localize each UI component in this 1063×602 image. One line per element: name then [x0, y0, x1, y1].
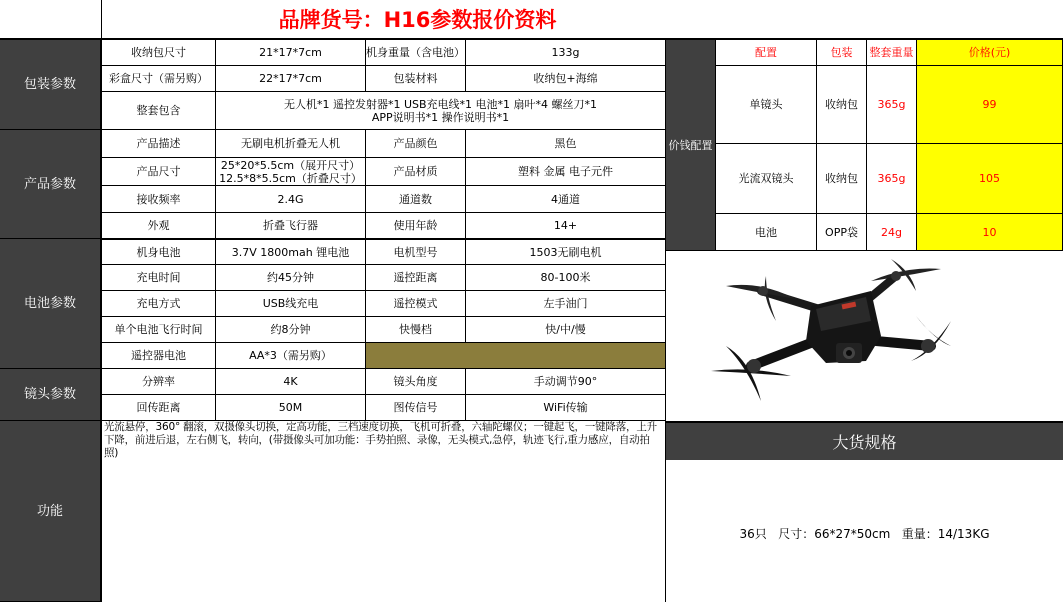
prod-r4-value: 折叠飞行器: [216, 213, 366, 239]
bat-r1-label: 机身电池: [102, 239, 216, 265]
lens-r1-value2: 手动调节90°: [466, 369, 666, 395]
bat-r2-value2: 80-100米: [466, 265, 666, 291]
bat-r1-value: 3.7V 1800mah 锂电池: [216, 239, 366, 265]
bulk-spec-title: 大货规格: [666, 423, 1063, 460]
lens-r2-label: 回传距离: [102, 395, 216, 421]
pricing-header-price: 价格(元): [917, 40, 1063, 66]
pack-r2-label: 彩盒尺寸（需另购）: [102, 66, 216, 92]
lens-r2-label2: 图传信号: [366, 395, 466, 421]
prod-r2-value2: 塑料 金属 电子元件: [466, 158, 666, 186]
prod-r3-value: 2.4G: [216, 186, 366, 213]
bulk-spec-details: 36只 尺寸：66*27*50cm 重量：14/13KG: [739, 526, 990, 541]
pack-r1-label: 收纳包尺寸: [102, 40, 216, 66]
prod-r2-value: [216, 158, 366, 186]
prod-r4-label2: 使用年龄: [366, 213, 466, 239]
pack-contents-line2: APP说明书*1 操作说明书*1: [371, 110, 510, 124]
pricing-row3-weight: 24g: [867, 214, 917, 251]
pack-contents-line1: 无人机*1 遥控发射器*1 USB充电线*1 电池*1 扇叶*4 螺丝刀*1: [283, 97, 598, 111]
pack-r1-value2: 133g: [466, 40, 666, 66]
pricing-row2-price: 105: [917, 144, 1063, 214]
section-packaging: 包装参数: [0, 40, 102, 130]
prod-r1-value2: 黑色: [466, 130, 666, 158]
bat-r4-value2: 快/中/慢: [466, 317, 666, 343]
bat-r3-value: USB线充电: [216, 291, 366, 317]
pack-r2-value: 22*17*7cm: [216, 66, 366, 92]
bat-r5-value: AA*3（需另购）: [216, 343, 366, 369]
bat-r2-label2: 遥控距离: [366, 265, 466, 291]
lens-r1-value: 4K: [216, 369, 366, 395]
function-description: 光流悬停，360° 翻滚，双摄像头切换，定高功能，三档速度切换，飞机可折叠，六轴陀螺仪；一键起飞，一键降落，上升下降，前进后退，左右侧飞，转向，(带摄像头可加功能：手势拍照、录像，无头模式,急停，轨迹飞行,重力感应，自动拍照): [102, 421, 666, 602]
prod-r3-value2: 4通道: [466, 186, 666, 213]
prod-r3-label2: 通道数: [366, 186, 466, 213]
pack-r3-label: 整套包含: [102, 92, 216, 130]
prod-r1-label: 产品描述: [102, 130, 216, 158]
prod-r4-label: 外观: [102, 213, 216, 239]
bat-r2-value: 约45分钟: [216, 265, 366, 291]
title-left-blank: [0, 0, 102, 40]
bat-r5-label: 遥控器电池: [102, 343, 216, 369]
prod-r1-label2: 产品颜色: [366, 130, 466, 158]
lens-r2-value: 50M: [216, 395, 366, 421]
pack-r1-label2: 机身重量（含电池）: [366, 40, 466, 66]
bat-r4-label2: 快慢档: [366, 317, 466, 343]
page-title: 品牌货号：H16参数报价资料: [102, 0, 1063, 40]
pricing-row1-price: 99: [917, 66, 1063, 144]
prod-size-unfolded: 25*20*5.5cm（展开尺寸）: [220, 158, 361, 172]
bat-r1-value2: 1503无刷电机: [466, 239, 666, 265]
prod-r4-value2: 14+: [466, 213, 666, 239]
section-battery: 电池参数: [0, 239, 102, 369]
section-function: 功能: [0, 421, 102, 602]
bat-r5-filler: [366, 343, 666, 369]
pricing-row2-weight: 365g: [867, 144, 917, 214]
bat-r3-label: 充电方式: [102, 291, 216, 317]
prod-r2-label: 产品尺寸: [102, 158, 216, 186]
section-lens: 镜头参数: [0, 369, 102, 421]
bat-r2-label: 充电时间: [102, 265, 216, 291]
pack-r2-value2: 收纳包+海绵: [466, 66, 666, 92]
pricing-row3-price: 10: [917, 214, 1063, 251]
pricing-row2-pack: 收纳包: [817, 144, 867, 214]
prod-r1-value: 无刷电机折叠无人机: [216, 130, 366, 158]
pricing-header-config: 配置: [716, 40, 817, 66]
pricing-row1-weight: 365g: [867, 66, 917, 144]
prod-size-folded: 12.5*8*5.5cm（折叠尺寸）: [219, 171, 362, 185]
pricing-header-weight: 整套重量: [867, 40, 917, 66]
prod-r2-label2: 产品材质: [366, 158, 466, 186]
lens-r1-label: 分辨率: [102, 369, 216, 395]
bat-r1-label2: 电机型号: [366, 239, 466, 265]
pricing-row2-config: 光流双镜头: [716, 144, 817, 214]
pricing-row3-pack: OPP袋: [817, 214, 867, 251]
product-image-drone: [666, 251, 1063, 421]
bat-r4-label: 单个电池飞行时间: [102, 317, 216, 343]
pricing-row1-config: 单镜头: [716, 66, 817, 144]
pricing-header-pack: 包装: [817, 40, 867, 66]
pack-r3-value: [216, 92, 666, 130]
pricing-row1-pack: 收纳包: [817, 66, 867, 144]
section-product: 产品参数: [0, 130, 102, 239]
pack-r2-label2: 包装材料: [366, 66, 466, 92]
bat-r3-label2: 遥控模式: [366, 291, 466, 317]
pricing-row3-config: 电池: [716, 214, 817, 251]
pack-r1-value: 21*17*7cm: [216, 40, 366, 66]
bat-r3-value2: 左手油门: [466, 291, 666, 317]
prod-r3-label: 接收频率: [102, 186, 216, 213]
pricing-label: 价钱配置: [666, 40, 716, 251]
bat-r4-value: 约8分钟: [216, 317, 366, 343]
lens-r1-label2: 镜头角度: [366, 369, 466, 395]
lens-r2-value2: WiFi传输: [466, 395, 666, 421]
